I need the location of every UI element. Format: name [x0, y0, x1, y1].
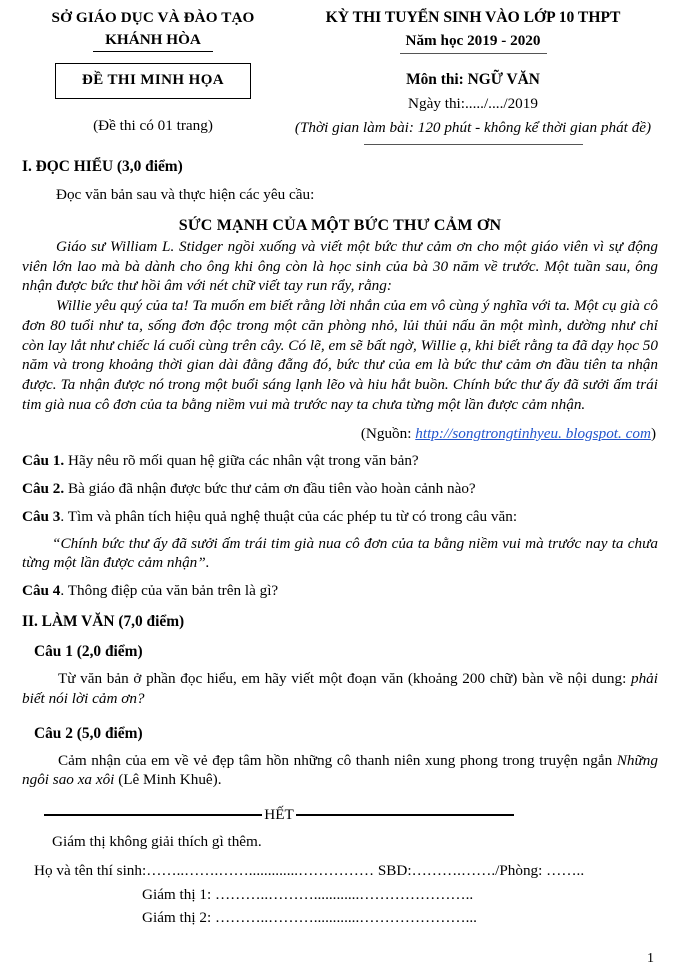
department-name: SỞ GIÁO DỤC VÀ ĐÀO TẠO — [51, 9, 255, 26]
question-label: Câu 1. — [22, 452, 65, 470]
subject-value: NGỮ VĂN — [467, 71, 540, 89]
passage-source — [22, 424, 658, 444]
part2-heading: II. LÀM VĂN (7,0 điểm) — [22, 612, 185, 630]
question-item — [22, 451, 658, 471]
header-left-block — [22, 8, 284, 136]
question-text: . Tìm và phân tích hiệu quả nghệ thuật của các phép tu từ có trong câu văn: — [60, 507, 518, 525]
passage-paragraph-1: Giáo sư William L. Stidger ngồi xuống và viết một bức thư cảm ơn cho một giáo viên vì sự động viên lớn lao mà bà dành cho ông khi ông còn là học sinh của bà 30 năm về trước. Một tuần sau, ông nhận được bức thư hồi âm với nét chữ viết tay run rẩy, rằng: — [22, 237, 658, 295]
exam-date: Ngày thi:...../..../2019 — [408, 95, 538, 113]
proctor-2-line: Giám thị 2: ………..………............…………………... — [142, 909, 477, 927]
subject-label: Môn thi: — [406, 71, 464, 89]
passage-title: SỨC MẠNH CỦA MỘT BỨC THƯ CẢM ƠN — [178, 217, 502, 235]
question3-quote: “Chính bức thư ấy đã sưởi ấm trái tim già nua cô đơn của ta bằng niềm vui mà trước nay ta chưa từng một lần được cảm nhận”. — [22, 534, 658, 572]
province-name: KHÁNH HÒA — [93, 30, 213, 52]
part2-task2-heading: Câu 2 (5,0 điểm) — [34, 724, 143, 742]
page-count-note: (Đề thi có 01 trang) — [93, 117, 213, 134]
document-header — [22, 8, 658, 145]
task2-text-before: Cảm nhận của em về vẻ đẹp tâm hồn những cô thanh niên xung phong trong truyện ngắn — [58, 751, 617, 769]
part2-task1-text — [22, 669, 658, 709]
school-year: Năm học 2019 - 2020 — [400, 31, 547, 54]
source-suffix: ) — [650, 424, 656, 442]
task2-title-italic: Những ngôi sao xa xôi — [22, 751, 658, 789]
candidate-info-line: Họ và tên thí sinh:……..…….…….............…………… SBD:……….……./Phòng: …….. — [34, 861, 585, 879]
passage-paragraph-2: Willie yêu quý của ta! Ta muốn em biết rằng lời nhắn của em vô cùng ý nghĩa với ta. Một cụ già cô đơn 80 tuổi như ta, sống đơn độc trong một căn phòng nhỏ, lủi thủi nấu ăn một mình, dường như chỉ còn lay lắt như chiếc lá cuối cùng trên cây. Có lẽ, em sẽ bất ngờ, Willie ạ, khi biết rằng ta đã dạy học 50 năm và trong khoảng thời gian dài đằng đẵng đó, bức thư của em là bức thư cảm ơn đầu tiên ta nhận được. Ta nhận được nó trong một buổi sáng lạnh lẽo và hiu hắt buồn. Chính bức thư ấy đã sưởi ấm trái tim già nua cô đơn của ta bằng niềm vui mà trước nay ta chưa từng một lần được cảm nhận. — [22, 297, 658, 413]
proctor-note: Giám thị không giải thích gì thêm. — [52, 833, 262, 851]
exam-duration: (Thời gian làm bài: 120 phút - không kể thời gian phát đề) — [294, 118, 652, 136]
header-right-block — [284, 8, 658, 145]
source-url-link[interactable]: http://songtrongtinhyeu. blogspot. com — [415, 424, 651, 442]
subject-line — [288, 70, 658, 90]
source-prefix: (Nguồn: — [360, 424, 412, 442]
task1-text-before: Từ văn bản ở phần đọc hiểu, em hãy viết một đoạn văn (khoảng 200 chữ) bàn về nội dung: — [58, 669, 631, 687]
end-rule-left — [44, 814, 262, 816]
question-label: Câu 3 — [22, 507, 61, 525]
question-item — [22, 479, 658, 499]
proctor-1-line: Giám thị 1: ………..………............………………….. — [142, 885, 474, 903]
part2-task2-text — [22, 751, 658, 791]
end-mark-label: HẾT — [264, 806, 294, 824]
question-item — [22, 581, 658, 601]
part1-instruction: Đọc văn bản sau và thực hiện các yêu cầu: — [56, 186, 315, 204]
exam-title: KỲ THI TUYỂN SINH VÀO LỚP 10 THPT — [325, 9, 621, 26]
task1-text-italic: phải biết nói lời cảm ơn? — [22, 669, 658, 707]
question-item — [22, 507, 658, 527]
header-divider — [364, 144, 583, 146]
page-number: 1 — [647, 950, 654, 966]
exam-type-box: ĐỀ THI MINH HỌA — [55, 63, 251, 100]
question-label: Câu 4 — [22, 582, 61, 600]
end-of-exam-marker — [44, 805, 514, 825]
part1-heading: I. ĐỌC HIỂU (3,0 điểm) — [22, 158, 183, 176]
question-text: . Thông điệp của văn bản trên là gì? — [60, 582, 279, 600]
task2-text-after: (Lê Minh Khuê). — [114, 771, 222, 789]
end-rule-right — [296, 814, 514, 816]
question-text: Bà giáo đã nhận được bức thư cảm ơn đầu tiên vào hoàn cảnh nào? — [68, 480, 476, 498]
question-text: Hãy nêu rõ mối quan hệ giữa các nhân vật trong văn bản? — [68, 452, 419, 470]
part2-task1-heading: Câu 1 (2,0 điểm) — [34, 642, 143, 660]
question-label: Câu 2. — [22, 480, 65, 498]
